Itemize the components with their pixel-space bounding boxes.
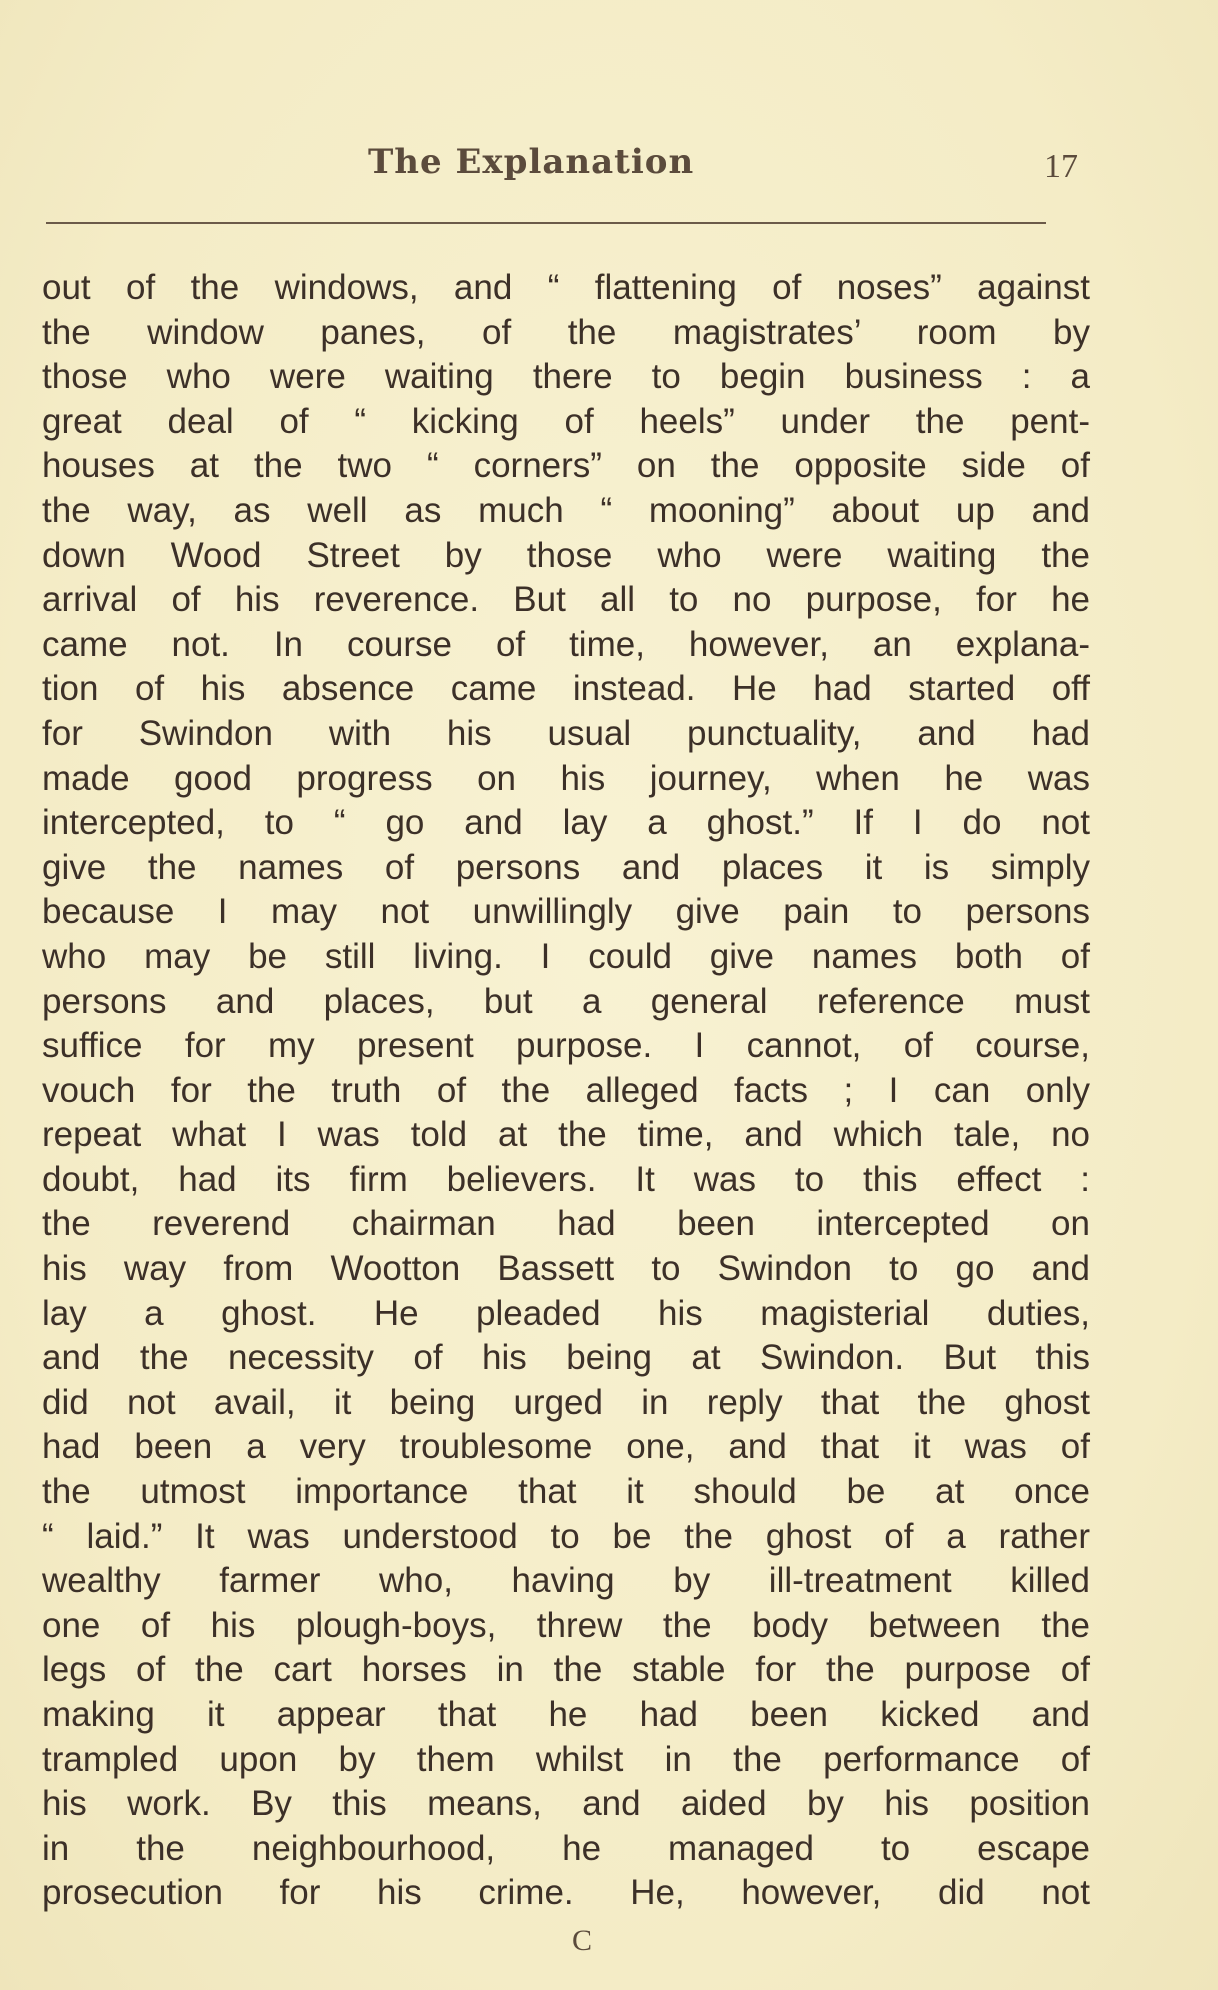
text-line: the utmost importance that it should be at once bbox=[42, 1472, 1090, 1512]
text-line: one of his plough-boys, threw the body between the bbox=[42, 1605, 1090, 1645]
text-line: trampled upon by them whilst in the performance of bbox=[42, 1739, 1090, 1779]
text-line: persons and places, but a general reference must bbox=[42, 981, 1090, 1021]
page-number: 17 bbox=[1044, 148, 1078, 185]
text-line: prosecution for his crime. He, however, did not bbox=[42, 1873, 1090, 1913]
text-line: made good progress on his journey, when he was bbox=[42, 758, 1090, 798]
text-line: lay a ghost. He pleaded his magisterial duties, bbox=[42, 1293, 1090, 1333]
text-line: those who were waiting there to begin business : a bbox=[42, 357, 1090, 397]
text-line: out of the windows, and “ flattening of noses” against bbox=[42, 268, 1090, 307]
text-line: legs of the cart horses in the stable for the purpose of bbox=[42, 1650, 1090, 1690]
text-line: his work. By this means, and aided by his position bbox=[42, 1784, 1090, 1824]
signature-mark: C bbox=[572, 1924, 593, 1957]
text-line: “ laid.” It was understood to be the ghost of a rather bbox=[42, 1516, 1090, 1556]
text-line: did not avail, it being urged in reply that the ghost bbox=[42, 1382, 1090, 1422]
text-line: repeat what I was told at the time, and which tale, no bbox=[42, 1115, 1090, 1155]
text-line: came not. In course of time, however, an explana- bbox=[42, 624, 1090, 664]
text-line: had been a very troublesome one, and that it was of bbox=[42, 1427, 1090, 1467]
text-line: the window panes, of the magistrates’ room by bbox=[42, 312, 1090, 352]
text-line: for Swindon with his usual punctuality, and had bbox=[42, 713, 1090, 753]
text-line: making it appear that he had been kicked and bbox=[42, 1695, 1090, 1734]
text-line: in the neighbourhood, he managed to escape bbox=[42, 1828, 1090, 1868]
text-line: his way from Wootton Bassett to Swindon to go and bbox=[42, 1249, 1090, 1289]
text-line: tion of his absence came instead. He had started off bbox=[42, 669, 1090, 709]
text-line: and the necessity of his being at Swindon. But this bbox=[42, 1338, 1090, 1378]
running-title: The Explanation bbox=[368, 142, 695, 182]
text-line: the way, as well as much “ mooning” about up and bbox=[42, 490, 1090, 530]
body-text bbox=[42, 266, 1090, 1916]
text-line: houses at the two “ corners” on the opposite side of bbox=[42, 446, 1090, 486]
text-line: who may be still living. I could give names both of bbox=[42, 936, 1090, 976]
text-line: intercepted, to “ go and lay a ghost.” If I do not bbox=[42, 803, 1090, 843]
text-line: down Wood Street by those who were waiting the bbox=[42, 535, 1090, 575]
text-line: give the names of persons and places it is simply bbox=[42, 847, 1090, 887]
text-line: arrival of his reverence. But all to no purpose, for he bbox=[42, 580, 1090, 620]
text-line: vouch for the truth of the alleged facts ; I can only bbox=[42, 1070, 1090, 1110]
header-rule bbox=[46, 222, 1046, 224]
text-line: because I may not unwillingly give pain to persons bbox=[42, 892, 1090, 932]
text-line: wealthy farmer who, having by ill-treatment killed bbox=[42, 1561, 1090, 1601]
text-line: great deal of “ kicking of heels” under the pent- bbox=[42, 401, 1090, 441]
text-line: doubt, had its firm believers. It was to this effect : bbox=[42, 1159, 1090, 1199]
text-line: suffice for my present purpose. I cannot, of course, bbox=[42, 1026, 1090, 1066]
text-line: the reverend chairman had been intercepted on bbox=[42, 1204, 1090, 1244]
